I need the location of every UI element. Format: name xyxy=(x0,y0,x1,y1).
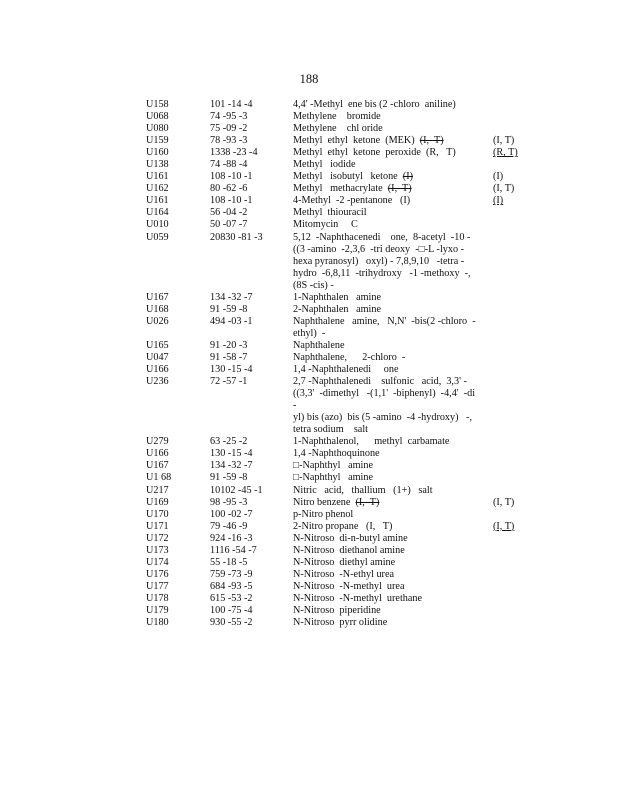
substance-name xyxy=(293,99,479,111)
substance-name xyxy=(293,448,479,460)
waste-code: U177 xyxy=(146,580,169,592)
table-row xyxy=(146,135,546,147)
waste-code: U160 xyxy=(146,147,169,159)
waste-code: U010 xyxy=(146,219,169,231)
waste-code: U1 68 xyxy=(146,472,172,484)
substance-name-text: Methyl ethyl ketone (MEK) xyxy=(293,135,415,147)
substance-name-text: 4-Methyl -2 -pentanone (I) xyxy=(293,195,411,207)
substance-name-text: Mitomycin C xyxy=(293,219,358,231)
cas-number: 101 -14 -4 xyxy=(210,99,253,110)
table-row xyxy=(146,147,546,159)
page-number: 188 xyxy=(299,72,319,86)
waste-code: U162 xyxy=(146,183,169,195)
waste-code: U167 xyxy=(146,460,169,472)
substance-name xyxy=(293,593,479,605)
substance-name-text: 2-Nitro propane (I, T) xyxy=(293,520,393,532)
waste-code: U158 xyxy=(146,99,169,110)
table-row xyxy=(146,159,546,171)
substance-name xyxy=(293,219,479,231)
cas-number: 924 -16 -3 xyxy=(210,532,253,544)
cas-number: 56 -04 -2 xyxy=(210,207,248,219)
table-row xyxy=(146,485,546,497)
substance-name xyxy=(293,304,479,316)
cas-number: 615 -53 -2 xyxy=(210,592,253,604)
substance-name-text: Nitro benzene xyxy=(293,496,351,508)
waste-code: U165 xyxy=(146,339,169,351)
cas-number: 63 -25 -2 xyxy=(210,436,248,448)
substance-name-text: 1-Naphthalenol, methyl carbamate xyxy=(293,436,450,448)
substance-name xyxy=(293,232,479,292)
struck-hazard-code: (I, T) xyxy=(419,135,444,147)
substance-name-text: 2,7 -Naphthalenedi sulfonic acid, 3,3' - ((3,3' -dimethyl -(1,1' -biphenyl) -4,4' -di - yl) bis (azo) bis (5 -amino -4 -hydroxy) -, tetra sodium salt xyxy=(293,376,476,436)
cas-number: 75 -09 -2 xyxy=(210,123,248,135)
waste-code: U217 xyxy=(146,484,169,496)
cas-number: 130 -15 -4 xyxy=(210,364,253,376)
cas-number: 91 -58 -7 xyxy=(210,351,248,363)
hazard-code: (I, T) xyxy=(493,135,515,147)
substance-name xyxy=(293,123,479,135)
cas-number: 78 -93 -3 xyxy=(210,135,248,147)
cas-number: 100 -02 -7 xyxy=(210,508,253,520)
substance-name xyxy=(293,521,479,533)
waste-code: U138 xyxy=(146,159,169,171)
cas-number: 79 -46 -9 xyxy=(210,520,248,532)
waste-code: U168 xyxy=(146,303,169,315)
waste-code: U159 xyxy=(146,135,169,147)
substance-name xyxy=(293,617,479,629)
substance-name-text: N-Nitroso di-n-butyl amine xyxy=(293,532,408,544)
table-row xyxy=(146,521,546,533)
substance-name xyxy=(293,509,479,521)
substance-name-text: Nitric acid, thallium (1+) salt xyxy=(293,484,433,496)
table-row xyxy=(146,219,546,231)
hazard-code: (R, T) xyxy=(493,147,518,159)
table-row xyxy=(146,340,546,352)
table-row xyxy=(146,111,546,123)
substance-name xyxy=(293,533,479,545)
table-row xyxy=(146,304,546,316)
hazard-code: (I, T) xyxy=(493,183,515,195)
waste-code: U174 xyxy=(146,556,169,568)
cas-number: 98 -95 -3 xyxy=(210,496,248,508)
waste-code: U047 xyxy=(146,351,169,363)
substance-name-text: Methyl iodide xyxy=(293,159,356,171)
table-row xyxy=(146,316,546,340)
cas-number: 1338 -23 -4 xyxy=(210,147,258,159)
table-row xyxy=(146,99,546,111)
cas-number: 494 -03 -1 xyxy=(210,315,253,327)
waste-code: U176 xyxy=(146,568,169,580)
waste-code: U171 xyxy=(146,520,169,532)
substance-name-text: 1-Naphthalen amine xyxy=(293,291,381,303)
hazard-code: (I) xyxy=(493,195,504,207)
substance-name-text: Methyl ethyl ketone peroxide (R, T) xyxy=(293,147,456,159)
waste-code: U164 xyxy=(146,207,169,219)
cas-number: 20830 -81 -3 xyxy=(210,231,263,243)
cas-number: 1116 -54 -7 xyxy=(210,544,257,556)
struck-hazard-code: (I, T) xyxy=(355,496,380,508)
substance-name-text: N-Nitroso -N-methyl urethane xyxy=(293,592,423,604)
substance-name-text: 2-Naphthalen amine xyxy=(293,303,381,315)
table-row xyxy=(146,593,546,605)
substance-name-text: N-Nitroso pyrr olidine xyxy=(293,617,388,629)
table-row xyxy=(146,207,546,219)
substance-name xyxy=(293,135,479,147)
substance-name xyxy=(293,497,479,509)
table-row xyxy=(146,195,546,207)
substance-name-text: N-Nitroso -N-methyl urea xyxy=(293,580,405,592)
substance-name-text: □-Naphthyl amine xyxy=(293,460,373,472)
substance-name-text: p-Nitro phenol xyxy=(293,508,354,520)
waste-code: U068 xyxy=(146,111,169,123)
substance-name xyxy=(293,545,479,557)
cas-number: 74 -95 -3 xyxy=(210,111,248,123)
waste-code: U172 xyxy=(146,532,169,544)
cas-number: 684 -93 -5 xyxy=(210,580,253,592)
cas-number: 108 -10 -1 xyxy=(210,195,253,207)
substance-name xyxy=(293,352,479,364)
waste-code: U178 xyxy=(146,592,169,604)
table-row xyxy=(146,183,546,195)
substance-name-text: N-Nitroso piperidine xyxy=(293,604,381,616)
table-row xyxy=(146,232,546,292)
substance-name xyxy=(293,292,479,304)
cas-number: 91 -59 -8 xyxy=(210,303,248,315)
waste-code: U167 xyxy=(146,291,169,303)
waste-code: U080 xyxy=(146,123,169,135)
substance-name xyxy=(293,376,479,436)
substance-name xyxy=(293,183,479,195)
cas-number: 134 -32 -7 xyxy=(210,460,253,472)
substance-name xyxy=(293,111,479,123)
substance-name xyxy=(293,581,479,593)
waste-code: U173 xyxy=(146,544,169,556)
table-row xyxy=(146,509,546,521)
cas-number: 108 -10 -1 xyxy=(210,171,253,183)
substance-name-text: Methyl methacrylate xyxy=(293,183,383,195)
waste-code: U026 xyxy=(146,315,169,327)
table-row xyxy=(146,171,546,183)
table-row xyxy=(146,123,546,135)
cas-number: 91 -20 -3 xyxy=(210,339,248,351)
substance-name-text: Methyl isobutyl ketone xyxy=(293,171,398,183)
waste-code: U236 xyxy=(146,376,169,388)
substance-name xyxy=(293,485,479,497)
substance-name xyxy=(293,207,479,219)
substance-name-text: 4,4' -Methyl ene bis (2 -chloro aniline) xyxy=(293,99,456,110)
table-row xyxy=(146,472,546,484)
table-row xyxy=(146,605,546,617)
cas-number: 100 -75 -4 xyxy=(210,604,253,616)
substance-name-text: Naphthalene, 2-chloro - xyxy=(293,351,406,363)
substance-name xyxy=(293,460,479,472)
substance-name xyxy=(293,605,479,617)
waste-code: U179 xyxy=(146,604,169,616)
struck-hazard-code: (I, T) xyxy=(387,183,412,195)
waste-code: U161 xyxy=(146,171,169,183)
substance-name xyxy=(293,171,479,183)
substance-name xyxy=(293,364,479,376)
substance-name-text: 1,4 -Naphthoquinone xyxy=(293,448,380,460)
substance-name xyxy=(293,436,479,448)
hazard-code: (I) xyxy=(493,171,504,183)
cas-number: 72 -57 -1 xyxy=(210,376,248,388)
cas-number: 74 -88 -4 xyxy=(210,159,248,171)
table-row xyxy=(146,352,546,364)
substance-name-text: □-Naphthyl amine xyxy=(293,472,373,484)
table-row xyxy=(146,617,546,629)
table-row xyxy=(146,497,546,509)
substance-name-text: N-Nitroso diethyl amine xyxy=(293,556,396,568)
substance-name-text: Naphthalene amine, N,N' -bis(2 -chloro - ethyl) - xyxy=(293,315,476,339)
substance-name xyxy=(293,316,479,340)
substance-name-text: N-Nitroso -N-ethyl urea xyxy=(293,568,394,580)
waste-code-table xyxy=(146,99,546,629)
table-row xyxy=(146,292,546,304)
cas-number: 50 -07 -7 xyxy=(210,219,248,231)
table-row xyxy=(146,376,546,436)
substance-name xyxy=(293,195,479,207)
waste-code: U170 xyxy=(146,508,169,520)
substance-name xyxy=(293,569,479,581)
table-row xyxy=(146,569,546,581)
substance-name-text: Methylene chl oride xyxy=(293,123,383,135)
cas-number: 10102 -45 -1 xyxy=(210,484,263,496)
waste-code: U166 xyxy=(146,448,169,460)
table-row xyxy=(146,364,546,376)
waste-code: U180 xyxy=(146,617,169,629)
substance-name-text: 1,4 -Naphthalenedi one xyxy=(293,364,399,376)
substance-name-text: N-Nitroso diethanol amine xyxy=(293,544,405,556)
substance-name-text: Methylene bromide xyxy=(293,111,381,123)
substance-name-text: 5,12 -Naphthacenedi one, 8-acetyl -10 - ((3 -amino -2,3,6 -tri deoxy -□-L -lyxo - hexa pyranosyl) oxyl) - 7,8,9,10 -tetra - hydro -6,8,11 -trihydroxy -1 -methoxy -, (8S -cis) - xyxy=(293,231,471,291)
table-row xyxy=(146,460,546,472)
substance-name xyxy=(293,147,479,159)
cas-number: 91 -59 -8 xyxy=(210,472,248,484)
table-row xyxy=(146,533,546,545)
struck-hazard-code: (I) xyxy=(402,171,413,183)
table-row xyxy=(146,436,546,448)
hazard-code: (I, T) xyxy=(493,496,515,508)
waste-code: U059 xyxy=(146,231,169,243)
waste-code: U166 xyxy=(146,364,169,376)
cas-number: 930 -55 -2 xyxy=(210,617,253,629)
cas-number: 55 -18 -5 xyxy=(210,556,248,568)
hazard-code: (I, T) xyxy=(493,520,515,532)
substance-name xyxy=(293,472,479,484)
cas-number: 80 -62 -6 xyxy=(210,183,248,195)
cas-number: 130 -15 -4 xyxy=(210,448,253,460)
substance-name-text: Methyl thiouracil xyxy=(293,207,367,219)
waste-code: U279 xyxy=(146,436,169,448)
table-row xyxy=(146,581,546,593)
substance-name xyxy=(293,159,479,171)
table-row xyxy=(146,545,546,557)
substance-name xyxy=(293,340,479,352)
table-row xyxy=(146,557,546,569)
waste-code: U161 xyxy=(146,195,169,207)
cas-number: 759 -73 -9 xyxy=(210,568,253,580)
waste-code: U169 xyxy=(146,496,169,508)
table-row xyxy=(146,448,546,460)
cas-number: 134 -32 -7 xyxy=(210,291,253,303)
substance-name-text: Naphthalene xyxy=(293,339,345,351)
substance-name xyxy=(293,557,479,569)
